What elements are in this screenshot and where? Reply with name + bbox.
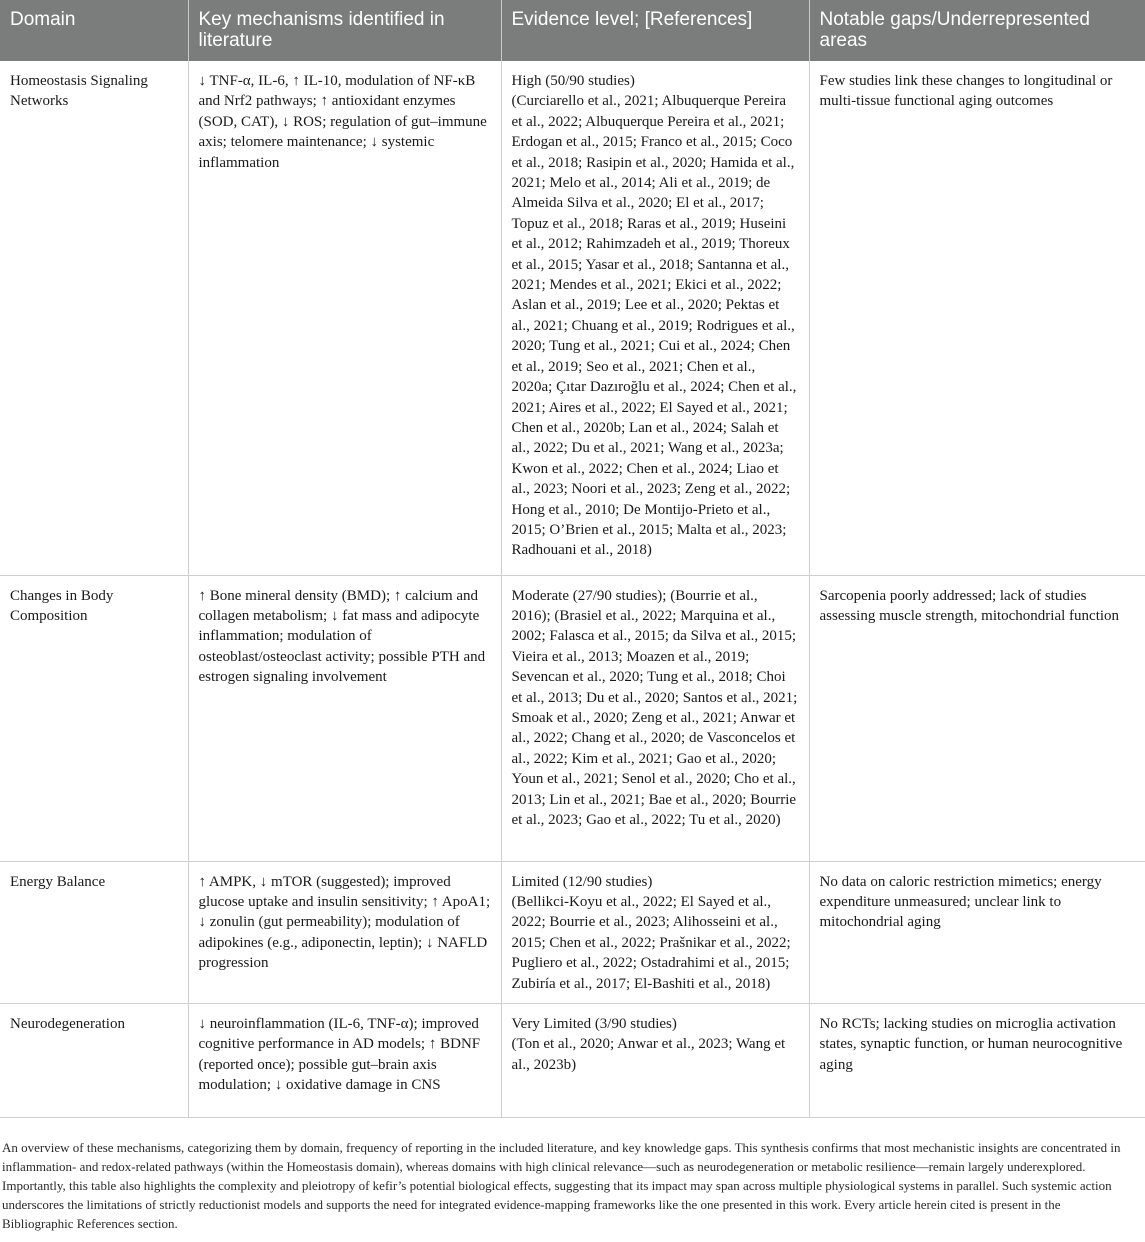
mechanisms-cell: ↑ Bone mineral density (BMD); ↑ calcium and collagen metabolism; ↓ fat mass and adipocyte inflammation; modulation of osteoblast/osteoclast activity; possible PTH and estrogen signaling involvement — [188, 575, 501, 861]
column-header-domain: Domain — [0, 0, 188, 61]
gaps-cell: No data on caloric restriction mimetics; energy expenditure unmeasured; unclear link to mitochondrial aging — [809, 861, 1145, 1003]
evidence-level: Very Limited (3/90 studies) — [511, 1015, 677, 1032]
evidence-level: Limited (12/90 studies) — [511, 873, 653, 890]
domain-cell: Homeostasis Signaling Networks — [0, 61, 188, 575]
column-header-evidence: Evidence level; [References] — [501, 0, 809, 61]
gaps-cell: Few studies link these changes to longitudinal or multi-tissue functional aging outcomes — [809, 61, 1145, 575]
gaps-cell: No RCTs; lacking studies on microglia activation states, synaptic function, or human neurocognitive aging — [809, 1003, 1145, 1117]
table-row — [0, 861, 1145, 1003]
column-header-mechanisms: Key mechanisms identified in literature — [188, 0, 501, 61]
evidence-references: (Bellikci-Koyu et al., 2022; El Sayed et al., 2022; Bourrie et al., 2023; Alihosseini et al., 2015; Chen et al., 2022; Prašnikar et al., 2022; Pugliero et al., 2022; Ostadrahimi et al., 2015; Zubiría et al., 2017; El-Bashiti et al., 2018) — [511, 893, 791, 992]
domain-cell: Energy Balance — [0, 861, 188, 1003]
table-header — [0, 0, 1145, 61]
evidence-cell — [501, 61, 809, 575]
domain-cell: Neurodegeneration — [0, 1003, 188, 1117]
column-header-gaps: Notable gaps/Underrepresented areas — [809, 0, 1145, 61]
evidence-cell — [501, 1003, 809, 1117]
evidence-references: (Ton et al., 2020; Anwar et al., 2023; Wang et al., 2023b) — [511, 1036, 786, 1073]
evidence-cell — [501, 861, 809, 1003]
evidence-cell — [501, 575, 809, 861]
evidence-level: High (50/90 studies) — [511, 73, 635, 89]
gaps-cell: Sarcopenia poorly addressed; lack of studies assessing muscle strength, mitochondrial function — [809, 575, 1145, 861]
evidence-references: (Brasiel et al., 2022; Marquina et al., 2002; Falasca et al., 2015; da Silva et al., 2015; Vieira et al., 2013; Moazen et al., 2019; Sevencan et al., 2020; Tung et al., 2018; Choi et al., 2013; Du et al., 2020; Santos et al., 2021; Smoak et al., 2020; Zeng et al., 2021; Anwar et al., 2022; Chang et al., 2020; de Vasconcelos et al., 2022; Kim et al., 2021; Gao et al., 2020; Youn et al., 2021; Senol et al., 2020; Cho et al., 2013; Lin et al., 2021; Bae et al., 2020; Bourrie et al., 2023; Gao et al., 2022; Tu et al., 2020) — [511, 607, 798, 828]
domain-cell: Changes in Body Composition — [0, 575, 188, 861]
table-body — [0, 61, 1145, 1117]
mechanisms-cell: ↓ TNF-α, IL-6, ↑ IL-10, modulation of NF-κB and Nrf2 pathways; ↑ antioxidant enzymes (SOD, CAT), ↓ ROS; regulation of gut–immune axis; telomere maintenance; ↓ systemic inflammation — [188, 61, 501, 575]
table-caption: An overview of these mechanisms, categorizing them by domain, frequency of reporting in the included literature, and key knowledge gaps. This synthesis confirms that most mechanistic insights are concentrated in inflammation- and redox-related pathways (within the Homeostasis domain), whereas domains with high clinical relevance—such as neurodegeneration or metabolic resilience—remain largely underexplored. Importantly, this table also highlights the complexity and pleiotropy of kefir’s potential biological effects, suggesting that its impact may span across multiple physiological systems in parallel. Such systemic action underscores the limitations of strictly reductionist models and supports the need for integrated evidence-mapping frameworks like the one presented in this work. Every article herein cited is present in the Bibliographic References section. — [2, 1140, 1121, 1231]
table-row — [0, 575, 1145, 861]
evidence-level: Moderate (27/90 studies); (Bourrie et al., 2016); — [511, 587, 758, 624]
mechanisms-cell: ↑ AMPK, ↓ mTOR (suggested); improved glucose uptake and insulin sensitivity; ↑ ApoA1; ↓ zonulin (gut permeability); modulation of adipokines (e.g., adiponectin, leptin); ↓ NAFLD progression — [188, 861, 501, 1003]
header-row — [0, 0, 1145, 61]
mechanisms-cell: ↓ neuroinflammation (IL-6, TNF-α); improved cognitive performance in AD models; ↑ BDNF (reported once); possible gut–brain axis modulation; ↓ oxidative damage in CNS — [188, 1003, 501, 1117]
table-row — [0, 61, 1145, 575]
table-row — [0, 1003, 1145, 1117]
evidence-references: (Curciarello et al., 2021; Albuquerque Pereira et al., 2022; Albuquerque Pereira et al., 2021; Erdogan et al., 2015; Franco et al., 2015; Coco et al., 2018; Rasipin et al., 2020; Hamida et al., 2021; Melo et al., 2014; Ali et al., 2019; de Almeida Silva et al., 2020; El et al., 2017; Topuz et al., 2018; Raras et al., 2019; Huseini et al., 2012; Rahimzadeh et al., 2019; Thoreux et al., 2015; Yasar et al., 2018; Santanna et al., 2021; Mendes et al., 2021; Ekici et al., 2022; Aslan et al., 2019; Lee et al., 2020; Pektas et al., 2021; Chuang et al., 2019; Rodrigues et al., 2020; Tung et al., 2021; Cui et al., 2024; Chen et al., 2019; Seo et al., 2021; Chen et al., 2020a; Çıtar Dazıroğlu et al., 2024; Chen et al., 2021; Aires et al., 2022; El Sayed et al., 2021; Chen et al., 2020b; Lan et al., 2024; Salah et al., 2022; Du et al., 2021; Wang et al., 2023a; Kwon et al., 2022; Chen et al., 2024; Liao et al., 2023; Noori et al., 2023; Zeng et al., 2022; Hong et al., 2010; De Montijo-Prieto et al., 2015; O’Brien et al., 2015; Malta et al., 2023; Radhouani et al., 2018) — [511, 93, 797, 559]
